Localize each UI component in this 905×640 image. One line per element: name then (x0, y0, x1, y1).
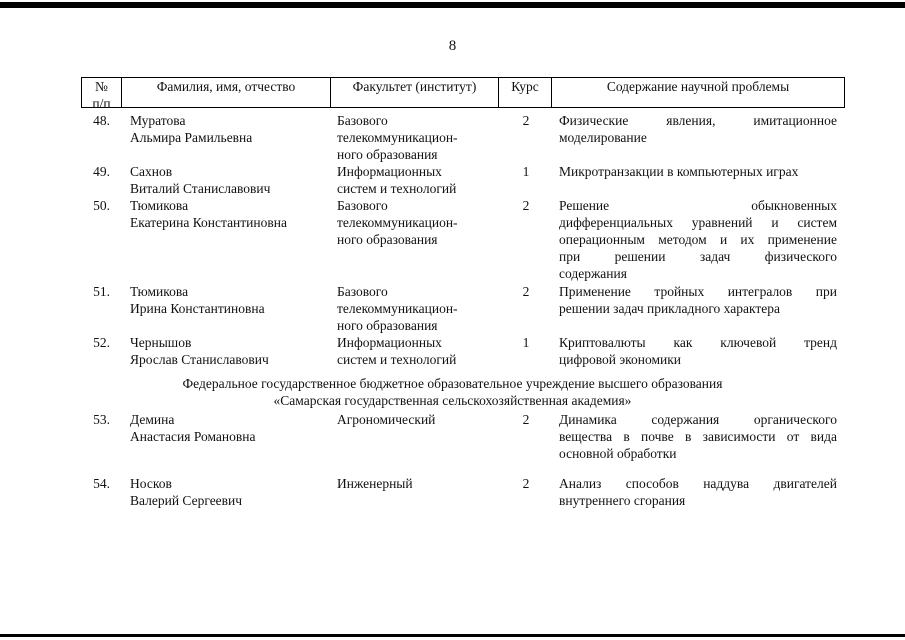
faculty-line: телекоммуникацион- (337, 130, 458, 145)
problem-line: цифровой экономики (559, 352, 682, 367)
faculty-line: систем и технологий (337, 181, 457, 196)
student-name (130, 411, 256, 445)
research-problem (559, 411, 837, 462)
given-names: Ярослав Станиславович (130, 352, 269, 367)
row-number: 48. (93, 113, 110, 128)
course: 2 (522, 113, 530, 128)
header-course-label: Курс (511, 79, 539, 94)
faculty (337, 112, 458, 163)
problem-line: Анализ способов наддува двигателей (559, 476, 837, 491)
research-problem (559, 112, 837, 146)
course: 2 (522, 476, 530, 491)
problem-line: основной обработки (559, 446, 677, 461)
faculty (337, 475, 413, 492)
header-course (498, 77, 552, 108)
student-name (130, 334, 269, 368)
course: 2 (522, 412, 530, 427)
header-problem (551, 77, 845, 108)
bottom-border-rule (0, 634, 905, 637)
problem-line: дифференциальных уравнений и систем (559, 215, 837, 230)
student-name (130, 283, 265, 317)
faculty (337, 197, 458, 248)
student-name (130, 197, 287, 231)
course: 1 (522, 335, 530, 350)
header-number-line2: п/п (92, 96, 111, 111)
problem-line: содержания (559, 266, 627, 281)
research-problem (559, 334, 837, 368)
course: 2 (522, 284, 530, 299)
faculty (337, 163, 456, 197)
faculty-line: ного образования (337, 147, 438, 162)
given-names: Валерий Сергеевич (130, 493, 243, 508)
problem-line: решении задач прикладного характера (559, 301, 780, 316)
given-names: Анастасия Романовна (130, 429, 256, 444)
page-number: 8 (448, 38, 457, 54)
row-number: 52. (93, 335, 110, 350)
surname: Чернышов (130, 335, 192, 350)
faculty-line: Базового (337, 113, 388, 128)
research-problem (559, 475, 837, 509)
header-faculty (330, 77, 499, 108)
faculty-line: Информационных (337, 164, 442, 179)
surname: Носков (130, 476, 172, 491)
course: 1 (522, 164, 530, 179)
surname: Сахнов (130, 164, 173, 179)
problem-line: при решении задач физического (559, 249, 837, 264)
problem-line: Решение обыкновенных (559, 198, 837, 213)
faculty-line: ного образования (337, 318, 438, 333)
faculty (337, 334, 456, 368)
header-number (81, 77, 122, 111)
student-name (130, 112, 252, 146)
faculty-line: телекоммуникацион- (337, 215, 458, 230)
problem-line: Микротранзакции в компьютерных играх (559, 164, 799, 179)
given-names: Екатерина Константиновна (130, 215, 287, 230)
faculty-line: Базового (337, 284, 388, 299)
given-names: Ирина Константиновна (130, 301, 265, 316)
problem-line: Применение тройных интегралов при (559, 284, 837, 299)
row-number: 50. (93, 198, 110, 213)
faculty-line: систем и технологий (337, 352, 457, 367)
header-number-line1: № (95, 79, 108, 94)
surname: Тюмикова (130, 198, 189, 213)
faculty-line: ного образования (337, 232, 438, 247)
header-name-label: Фамилия, имя, отчество (156, 79, 296, 94)
row-number: 53. (93, 412, 110, 427)
faculty (337, 411, 435, 428)
header-faculty-label: Факультет (институт) (352, 79, 477, 94)
faculty (337, 283, 458, 334)
research-problem (559, 163, 837, 180)
section-heading-line2: «Самарская государственная сельскохозяйственная академия» (273, 393, 632, 408)
header-name (121, 77, 331, 108)
section-heading-line1: Федеральное государственное бюджетное образовательное учреждение высшего образования (182, 376, 723, 391)
surname: Муратова (130, 113, 186, 128)
student-name (130, 475, 242, 509)
problem-line: Динамика содержания органического (559, 412, 837, 427)
problem-line: Криптовалюты как ключевой тренд (559, 335, 837, 350)
research-problem (559, 197, 837, 282)
row-number: 54. (93, 476, 110, 491)
surname: Тюмикова (130, 284, 189, 299)
problem-line: операционным методом и их применение (559, 232, 837, 247)
faculty-line: Агрономический (337, 412, 436, 427)
row-number: 49. (93, 164, 110, 179)
surname: Демина (130, 412, 175, 427)
faculty-line: телекоммуникацион- (337, 301, 458, 316)
research-problem (559, 283, 837, 317)
given-names: Альмира Рамильевна (130, 130, 253, 145)
problem-line: Физические явления, имитационное (559, 113, 837, 128)
row-number: 51. (93, 284, 110, 299)
problem-line: моделирование (559, 130, 647, 145)
faculty-line: Инженерный (337, 476, 413, 491)
faculty-line: Информационных (337, 335, 442, 350)
top-border-rule (0, 2, 905, 8)
problem-line: внутреннего сгорания (559, 493, 686, 508)
course: 2 (522, 198, 530, 213)
student-name (130, 163, 270, 197)
problem-line: вещества в почве в зависимости от вида (559, 429, 837, 444)
given-names: Виталий Станиславович (130, 181, 271, 196)
header-problem-label: Содержание научной проблемы (606, 79, 790, 94)
faculty-line: Базового (337, 198, 388, 213)
